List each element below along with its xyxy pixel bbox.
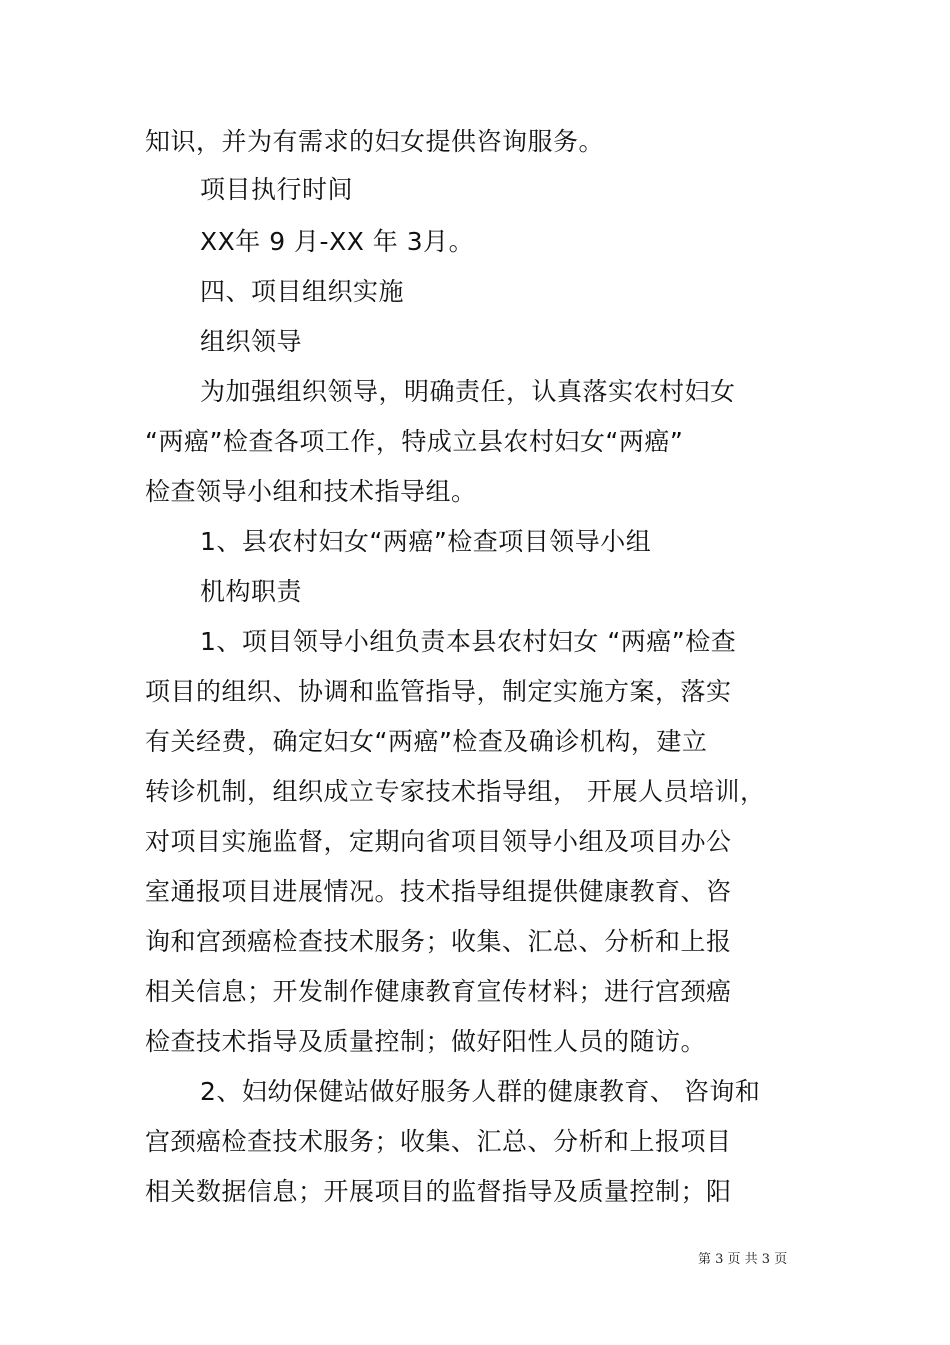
page-number-footer: 第 3 页 共 3 页 [698, 1252, 788, 1267]
body-text-line: 检查技术指导及质量控制；做好阳性人员的随访。 [145, 1027, 707, 1056]
body-text-line: 检查领导小组和技术指导组。 [145, 477, 477, 506]
body-text-line: XX年 9 月-XX 年 3月。 [200, 227, 475, 256]
body-text-line: 室通报项目进展情况。技术指导组提供健康教育、咨 [145, 877, 732, 906]
subsection-heading-leading-group: 1、县农村妇女“两癌”检查项目领导小组 [200, 527, 652, 556]
body-text-line: “两癌”检查各项工作，特成立县农村妇女“两癌” [145, 427, 684, 456]
body-text-line: 2、妇幼保健站做好服务人群的健康教育、 咨询和 [200, 1077, 761, 1106]
subsection-heading-leadership: 组织领导 [200, 327, 303, 356]
body-text-line: 宫颈癌检查技术服务；收集、汇总、分析和上报项目 [145, 1127, 732, 1156]
body-text-line: 有关经费，确定妇女“两癌”检查及确诊机构，建立 [145, 727, 708, 756]
body-text-line: 转诊机制，组织成立专家技术指导组， 开展人员培训， [145, 777, 766, 806]
body-text-line: 对项目实施监督，定期向省项目领导小组及项目办公 [145, 827, 732, 856]
body-text-line: 相关数据信息；开展项目的监督指导及质量控制；阳 [145, 1177, 732, 1206]
section-heading-execution-time: 项目执行时间 [200, 175, 354, 204]
body-text-line: 知识，并为有需求的妇女提供咨询服务。 [145, 127, 605, 156]
body-text-line: 询和宫颈癌检查技术服务；收集、汇总、分析和上报 [145, 927, 732, 956]
body-text-line: 1、项目领导小组负责本县农村妇女 “两癌”检查 [200, 627, 737, 656]
subsection-heading-responsibilities: 机构职责 [200, 577, 303, 606]
body-text-line: 相关信息；开发制作健康教育宣传材料；进行宫颈癌 [145, 977, 732, 1006]
body-text-line: 为加强组织领导，明确责任，认真落实农村妇女 [200, 377, 736, 406]
body-text-line: 项目的组织、协调和监管指导，制定实施方案，落实 [145, 677, 732, 706]
section-heading-organization: 四、项目组织实施 [200, 277, 405, 306]
